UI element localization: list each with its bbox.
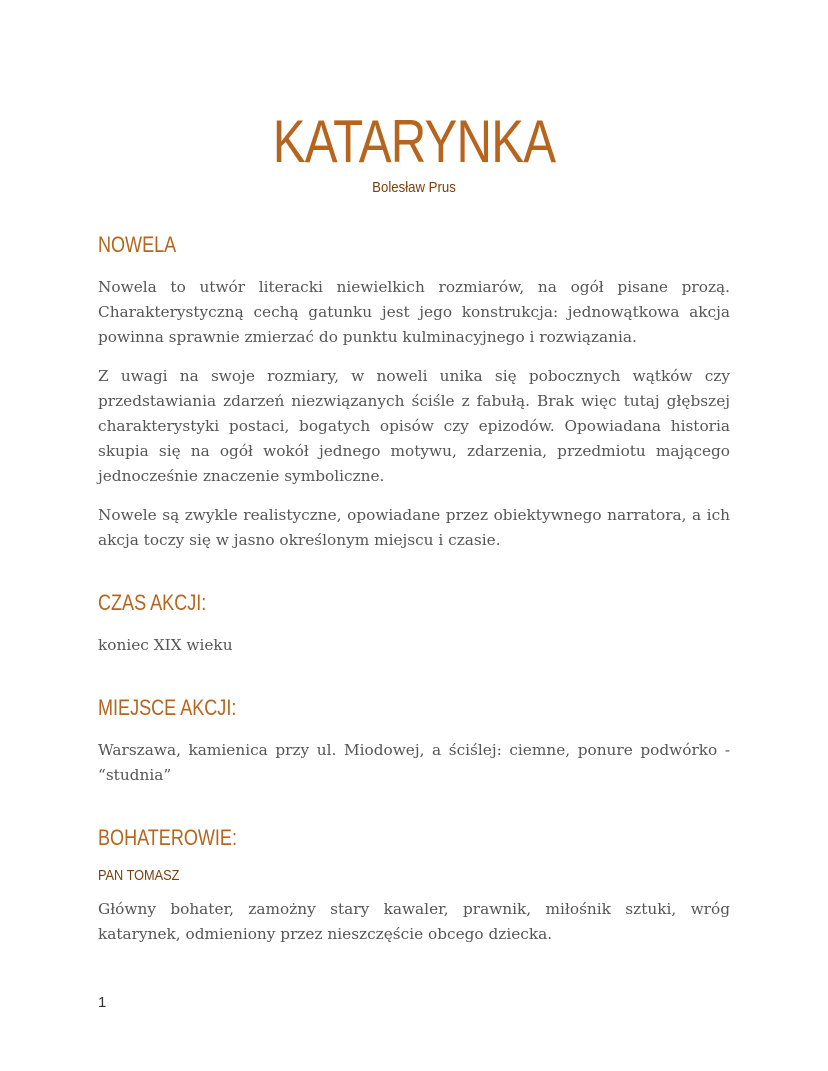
section-nowela (98, 231, 730, 553)
character-description: Główny bohater, zamożny stary kawaler, prawnik, miłośnik sztuki, wróg katarynek, odmieniony przez nieszczęście obcego dziecka. (98, 900, 730, 943)
document-page (98, 110, 730, 947)
section-czas-akcji (98, 589, 730, 658)
paragraph: koniec XIX wieku (98, 636, 233, 654)
section-heading-miejsce-akcji: MIEJSCE AKCJI: (98, 695, 237, 720)
paragraph: Nowela to utwór literacki niewielkich rozmiarów, na ogół pisane prozą. Charakterystyczną cechą gatunku jest jego konstrukcja: jednowątkowa akcja powinna sprawnie zmierzać do punktu kulminacyjnego i rozwiązania. (98, 278, 730, 346)
section-heading-czas-akcji: CZAS AKCJI: (98, 590, 207, 615)
section-heading-nowela: NOWELA (98, 232, 177, 257)
character-entry (98, 866, 730, 947)
section-heading-bohaterowie: BOHATEROWIE: (98, 825, 237, 850)
page-number: 1 (98, 994, 107, 1011)
section-bohaterowie (98, 824, 730, 947)
section-miejsce-akcji (98, 694, 730, 788)
paragraph: Warszawa, kamienica przy ul. Miodowej, a ściślej: ciemne, ponure podwórko - “studnia” (98, 741, 730, 784)
paragraph: Z uwagi na swoje rozmiary, w noweli unika się pobocznych wątków czy przedstawiania zdarzeń niezwiązanych ściśle z fabułą. Brak więc tutaj głębszej charakterystyki postaci, bogatych opisów czy epizodów. Opowiadana historia skupia się na ogół wokół jednego motywu, zdarzenia, przedmiotu mającego jednocześnie znaczenie symboliczne. (98, 367, 730, 485)
paragraph: Nowele są zwykle realistyczne, opowiadane przez obiektywnego narratora, a ich akcja toczy się w jasno określonym miejscu i czasie. (98, 506, 730, 549)
character-name: PAN TOMASZ (98, 867, 180, 884)
document-title: KATARYNKA (272, 108, 556, 175)
document-author: Bolesław Prus (372, 179, 456, 196)
